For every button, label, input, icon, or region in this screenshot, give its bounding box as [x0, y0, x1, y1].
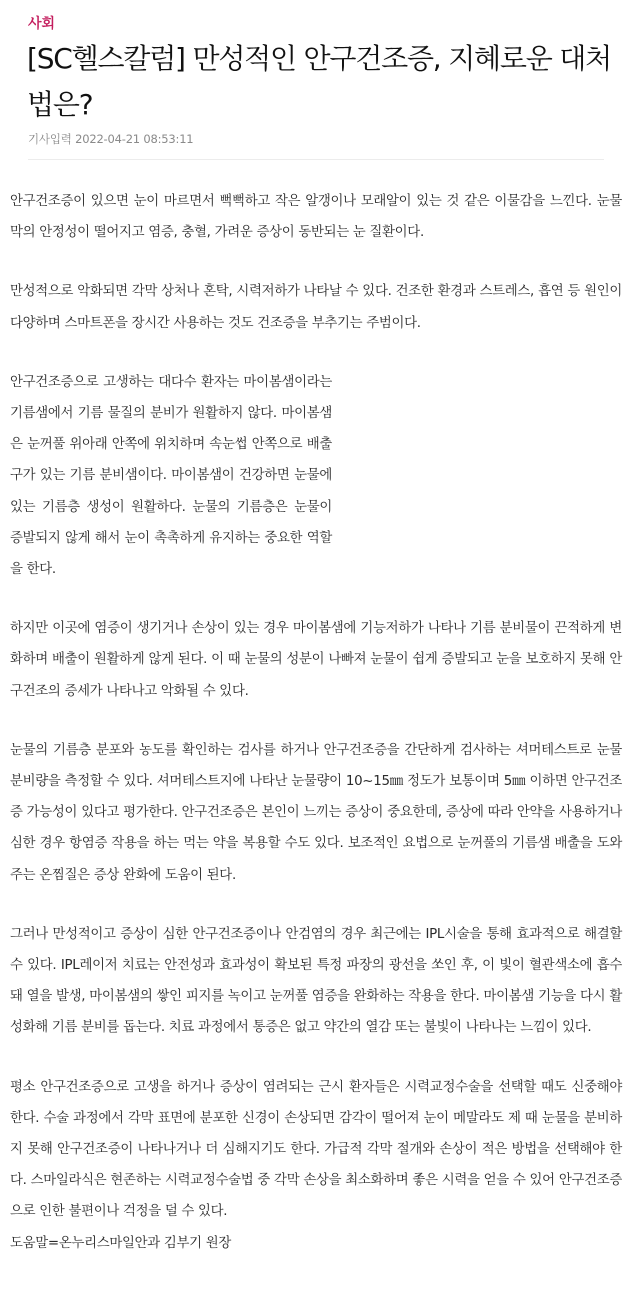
- paragraph-7: 평소 안구건조증으로 고생을 하거나 증상이 염려되는 근시 환자들은 시력교정수술을 선택할 때도 신중해야 한다. 수술 과정에서 각막 표면에 분포한 신경이 손상되면 감각이 떨어져 눈이 메말라도 제 때 눈물을 분비하지 못해 안구건조증이 나타나거나 더 심해지기도 한다. 가급적 각막 절개와 손상이 적은 방법을 선택해야 한다. 스마일라식은 현존하는 시력교정수술법 중 각막 손상을 최소화하며 좋은 시력을 얻을 수 있어 안구건조증으로 인한 불편이나 걱정을 덜 수 있다.: [10, 1079, 622, 1220]
- article-body: [10, 186, 622, 1259]
- article-category[interactable]: 사회: [28, 16, 56, 32]
- paragraph-gap: [10, 1044, 622, 1072]
- article-dateline: 기사입력 2022-04-21 08:53:11: [28, 132, 194, 146]
- paragraph-gap: [10, 248, 622, 276]
- paragraph-gap: [10, 891, 622, 919]
- header-divider: [28, 159, 604, 160]
- paragraph-1: 안구건조증이 있으면 눈이 마르면서 뻑뻑하고 작은 알갱이나 모래알이 있는 것 같은 이물감을 느낀다. 눈물 막의 안정성이 떨어지고 염증, 충혈, 가려운 증상이 동반되는 눈 질환이다.: [10, 194, 622, 241]
- paragraph-6: 그러나 만성적이고 증상이 심한 안구건조증이나 안검염의 경우 최근에는 IPL시술을 통해 효과적으로 해결할 수 있다. IPL레이저 치료는 안전성과 효과성이 확보된 특정 파장의 광선을 쏘인 후, 이 빛이 혈관색소에 흡수돼 열을 발생, 마이봄샘의 쌓인 피지를 녹이고 눈꺼풀 염증을 완화하는 작용을 한다. 마이봄샘 기능을 다시 활성화해 기름 분비를 돕는다. 치료 과정에서 통증은 없고 약간의 열감 또는 불빛이 나타나는 느낌이 있다.: [10, 926, 622, 1036]
- paragraph-4: 하지만 이곳에 염증이 생기거나 손상이 있는 경우 마이봄샘에 기능저하가 나타나 기름 분비물이 끈적하게 변화하며 배출이 원활하게 않게 된다. 이 때 눈물의 성분이 나빠져 눈물이 쉽게 증발되고 눈을 보호하지 못해 안구건조의 증세가 나타나고 악화될 수 있다.: [10, 621, 622, 699]
- article-headline: [SC헬스칼럼] 만성적인 안구건조증, 지혜로운 대처법은?: [27, 42, 611, 121]
- article-credit: 도움말=온누리스마일안과 김부기 원장: [10, 1235, 231, 1251]
- paragraph-gap: [10, 707, 622, 735]
- paragraph-2: 만성적으로 악화되면 각막 상처나 혼탁, 시력저하가 나타날 수 있다. 건조한 환경과 스트레스, 흡연 등 원인이 다양하며 스마트폰을 장시간 사용하는 것도 건조증을 부추기는 주범이다.: [10, 284, 622, 331]
- paragraph-3: 안구건조증으로 고생하는 대다수 환자는 마이봄샘이라는 기름샘에서 기름 물질의 분비가 원활하지 않다. 마이봄샘은 눈꺼풀 위아래 안쪽에 위치하며 속눈썹 안쪽으로 배출구가 있는 기름 분비샘이다. 마이봄샘이 건강하면 눈물에 있는 기름층 생성이 원활하다. 눈물의 기름층은 눈물이 증발되지 않게 해서 눈이 촉촉하게 유지하는 중요한 역할을 한다.: [10, 374, 332, 578]
- paragraph-5: 눈물의 기름층 분포와 농도를 확인하는 검사를 하거나 안구건조증을 간단하게 검사하는 셔머테스트로 눈물 분비량을 측정할 수 있다. 셔머테스트지에 나타난 눈물량이 10~15㎜ 정도가 보통이며 5㎜ 이하면 안구건조증 가능성이 있다고 평가한다. 안구건조증은 본인이 느끼는 증상이 중요한데, 증상에 따라 안약을 사용하거나 심한 경우 항염증 작용을 하는 먹는 약을 복용할 수도 있다. 보조적인 요법으로 눈꺼풀의 기름샘 배출을 도와주는 온찜질은 증상 완화에 도움이 된다.: [10, 742, 622, 883]
- paragraph-gap: [10, 339, 622, 367]
- paragraph-gap: [10, 585, 622, 613]
